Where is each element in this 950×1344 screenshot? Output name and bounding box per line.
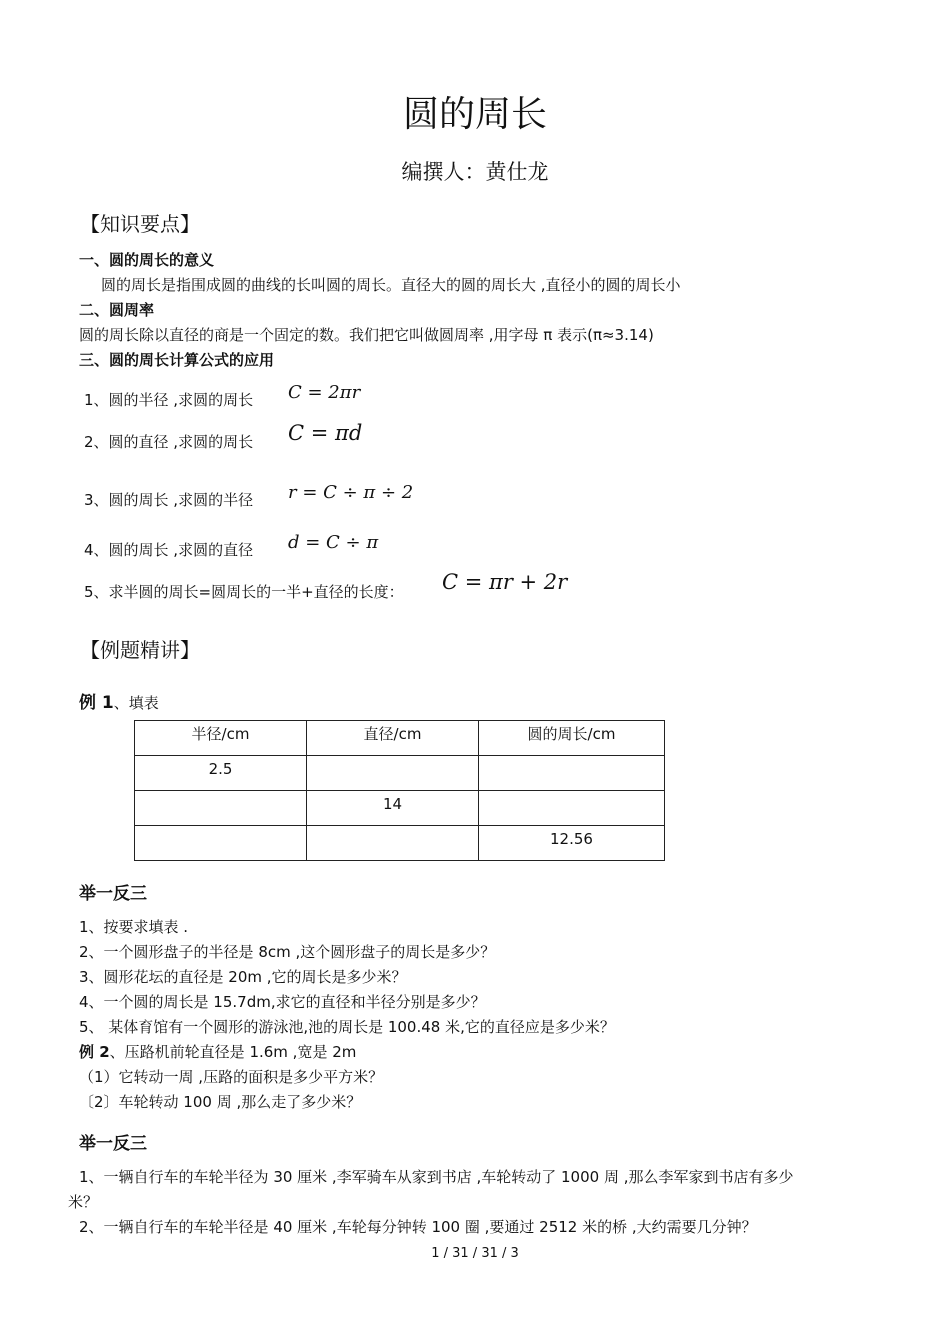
table-cell: 14 <box>307 791 479 826</box>
section1-heading: 一、圆的周长的意义 <box>79 251 215 269</box>
practice1-item: 2、一个圆形盘子的半径是 8cm ,这个圆形盘子的周长是多少？ <box>79 943 496 961</box>
table-row <box>135 756 665 791</box>
table-cell: 2.5 <box>135 756 307 791</box>
formula-label-4: 4、圆的周长 ,求圆的直径 <box>84 541 254 559</box>
formula-4: d = C ÷ π <box>288 532 379 553</box>
example2-question-2: 〔2〕车轮转动 100 周 ,那么走了多少米？ <box>79 1093 362 1111</box>
table-cell <box>479 791 665 826</box>
practice1-item: 5、 某体育馆有一个圆形的游泳池,池的周长是 100.48 米,它的直径应是多少米？ <box>79 1018 615 1036</box>
example2-line <box>79 1041 356 1062</box>
formula-5: C = πr + 2r <box>442 570 568 594</box>
practice2-heading: 举一反三 <box>79 1134 147 1154</box>
section2-heading: 二、圆周率 <box>79 301 155 319</box>
example1-line <box>79 688 159 713</box>
table-header-cell: 半径/cm <box>135 721 307 756</box>
example2-text: 、压路机前轮直径是 1.6m ,宽是 2m <box>109 1043 357 1061</box>
formula-3: r = C ÷ π ÷ 2 <box>288 482 414 503</box>
table-header-cell: 直径/cm <box>307 721 479 756</box>
practice1-heading: 举一反三 <box>79 884 147 904</box>
formula-label-1: 1、圆的半径 ,求圆的周长 <box>84 391 254 409</box>
practice2-item-2: 2、一辆自行车的车轮半径是 40 厘米 ,车轮每分钟转 100 圈 ,要通过 2512 米的桥 ,大约需要几分钟？ <box>79 1218 757 1236</box>
page-title: 圆的周长 <box>402 94 547 135</box>
table-cell <box>135 826 307 861</box>
practice2-item-1-line1: 1、一辆自行车的车轮半径为 30 厘米 ,李军骑车从家到书店 ,车轮转动了 1000 周 ,那么李军家到书店有多少 <box>79 1168 794 1186</box>
practice1-item: 1、按要求填表 . <box>79 918 189 936</box>
page-footer: 1 / 31 / 31 / 3 <box>431 1246 519 1261</box>
formula-label-3: 3、圆的周长 ,求圆的半径 <box>84 491 254 509</box>
table-header-row <box>135 721 665 756</box>
formula-label-2: 2、圆的直径 ,求圆的周长 <box>84 433 254 451</box>
practice2-item-1-line2: 米？ <box>68 1193 99 1211</box>
practice1-item: 3、圆形花坛的直径是 20m ,它的周长是多少米？ <box>79 968 407 986</box>
table-cell: 12.56 <box>479 826 665 861</box>
formula-2: C = πd <box>288 421 363 445</box>
formula-1: C = 2πr <box>288 382 361 403</box>
practice1-item: 4、一个圆的周长是 15.7dm,求它的直径和半径分别是多少？ <box>79 993 486 1011</box>
table-row <box>135 826 665 861</box>
author-line: 编撰人：黄仕龙 <box>401 160 549 184</box>
knowledge-heading: 【知识要点】 <box>80 212 200 236</box>
example1-label: 例 1 <box>79 693 114 713</box>
table-cell <box>307 826 479 861</box>
fill-in-table <box>134 720 665 861</box>
table-row <box>135 791 665 826</box>
table-cell <box>307 756 479 791</box>
section3-heading: 三、圆的周长计算公式的应用 <box>79 351 275 369</box>
table-cell <box>135 791 307 826</box>
table-cell <box>479 756 665 791</box>
table-header-cell: 圆的周长/cm <box>479 721 665 756</box>
section2-text: 圆的周长除以直径的商是一个固定的数。我们把它叫做圆周率 ,用字母 π 表示(π≈3.14) <box>79 326 654 344</box>
example2-label: 例 2 <box>79 1043 110 1061</box>
example2-question-1: （1）它转动一周 ,压路的面积是多少平方米？ <box>79 1068 384 1086</box>
example1-text: 、填表 <box>113 694 159 712</box>
section1-text: 圆的周长是指围成圆的曲线的长叫圆的周长。直径大的圆的周长大 ,直径小的圆的周长小 <box>101 276 681 294</box>
examples-heading: 【例题精讲】 <box>80 638 200 662</box>
formula-label-5: 5、求半圆的周长=圆周长的一半+直径的长度： <box>84 583 404 601</box>
